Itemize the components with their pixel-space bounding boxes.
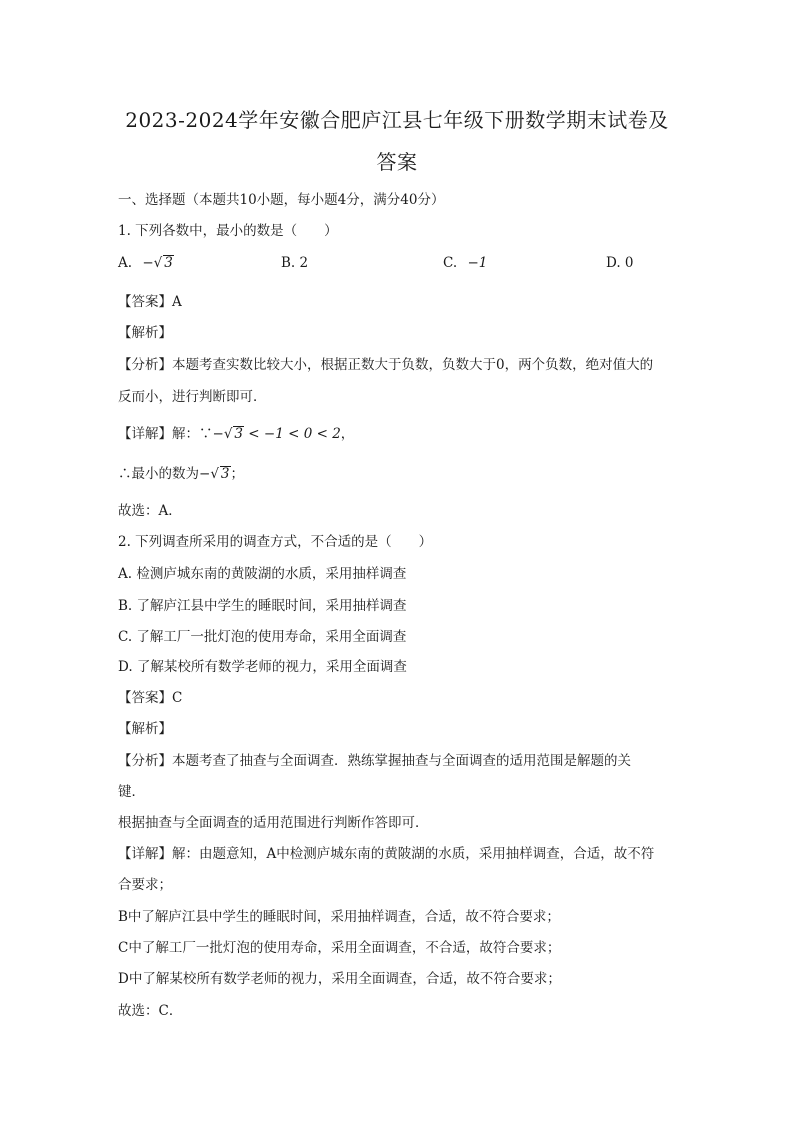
option-a-radicand: 3 — [164, 255, 173, 271]
q1-detail-minus: − — [212, 426, 224, 442]
q2-detail-line3: B中了解庐江县中学生的睡眠时间，采用抽样调查，合适，故不符合要求； — [118, 909, 560, 925]
q1-therefore-radicand: 3 — [220, 466, 230, 482]
sqrt-sign-icon: √ — [210, 466, 219, 482]
q1-option-d: D. 0 — [606, 255, 634, 271]
option-c-prefix: C. — [443, 255, 458, 271]
q1-detail-comma: ， — [340, 426, 355, 442]
document-title-line1: 2023-2024学年安徽合肥庐江县七年级下册数学期末试卷及 — [125, 108, 669, 132]
q1-analysis-line2: 反而小，进行判断即可． — [118, 389, 267, 405]
q1-therefore-prefix: ∴最小的数为 — [118, 466, 199, 482]
q2-option-c: C. 了解工厂一批灯泡的使用寿命，采用全面调查 — [118, 629, 407, 645]
question-2-stem: 2. 下列调查所采用的调查方式，不合适的是（ ） — [118, 534, 433, 550]
q1-detail-radicand: 3 — [234, 426, 244, 442]
q1-detail-inequality: < −1 < 0 < 2 — [244, 426, 341, 442]
q1-therefore — [118, 462, 244, 482]
q1-option-c — [443, 255, 487, 271]
q2-option-b: B. 了解庐江县中学生的睡眠时间，采用抽样调查 — [118, 598, 407, 614]
sqrt-sign-icon: √ — [153, 255, 163, 271]
q2-detail-line1: 【详解】解：由题意知，A中检测庐城东南的黄陂湖的水质，采用抽样调查，合适，故不符 — [118, 846, 655, 862]
because-symbol: ∵ — [199, 426, 213, 442]
q2-analysis-line2: 键． — [118, 784, 145, 800]
option-c-math: −1 — [467, 255, 488, 271]
q1-therefore-minus: − — [199, 466, 211, 482]
q2-option-d: D. 了解某校所有数学老师的视力，采用全面调查 — [118, 659, 407, 675]
q2-detail-line4: C中了解工厂一批灯泡的使用寿命，采用全面调查，不合适，故符合要求； — [118, 940, 561, 956]
option-a-prefix: A. — [118, 255, 133, 271]
q2-analysis-line1: 【分析】本题考查了抽查与全面调查．熟练掌握抽查与全面调查的适用范围是解题的关 — [118, 753, 631, 769]
sqrt-sign-icon: √ — [223, 426, 233, 442]
q2-analysis-line3: 根据抽查与全面调查的适用范围进行判断作答即可． — [118, 815, 429, 831]
q1-option-a — [118, 255, 174, 271]
q1-detail-prefix: 【详解】解： — [118, 426, 199, 442]
q1-analysis-line1: 【分析】本题考查实数比较大小，根据正数大于负数，负数大于0，两个负数，绝对值大的 — [118, 357, 654, 373]
q2-detail-line2: 合要求； — [118, 877, 172, 893]
q2-answer: 【答案】C — [118, 690, 183, 706]
section-heading: 一、选择题（本题共10小题，每小题4分，满分40分） — [118, 192, 445, 208]
q1-analysis-label: 【解析】 — [118, 325, 172, 341]
q1-option-b: B. 2 — [281, 255, 309, 271]
q2-detail-line5: D中了解某校所有数学老师的视力，采用全面调查，合适，故不符合要求； — [118, 971, 561, 987]
option-a-minus: − — [142, 255, 154, 271]
q1-choose: 故选：A． — [118, 503, 182, 519]
q2-option-a: A. 检测庐城东南的黄陂湖的水质，采用抽样调查 — [118, 566, 407, 582]
question-1-stem: 1. 下列各数中，最小的数是（ ） — [118, 223, 338, 239]
q1-detail — [118, 422, 354, 442]
q2-analysis-label: 【解析】 — [118, 721, 172, 737]
q2-choose: 故选：C． — [118, 1003, 183, 1019]
document-title-line2: 答案 — [376, 150, 418, 174]
q1-answer: 【答案】A — [118, 294, 182, 310]
q1-therefore-end: ； — [230, 466, 245, 482]
